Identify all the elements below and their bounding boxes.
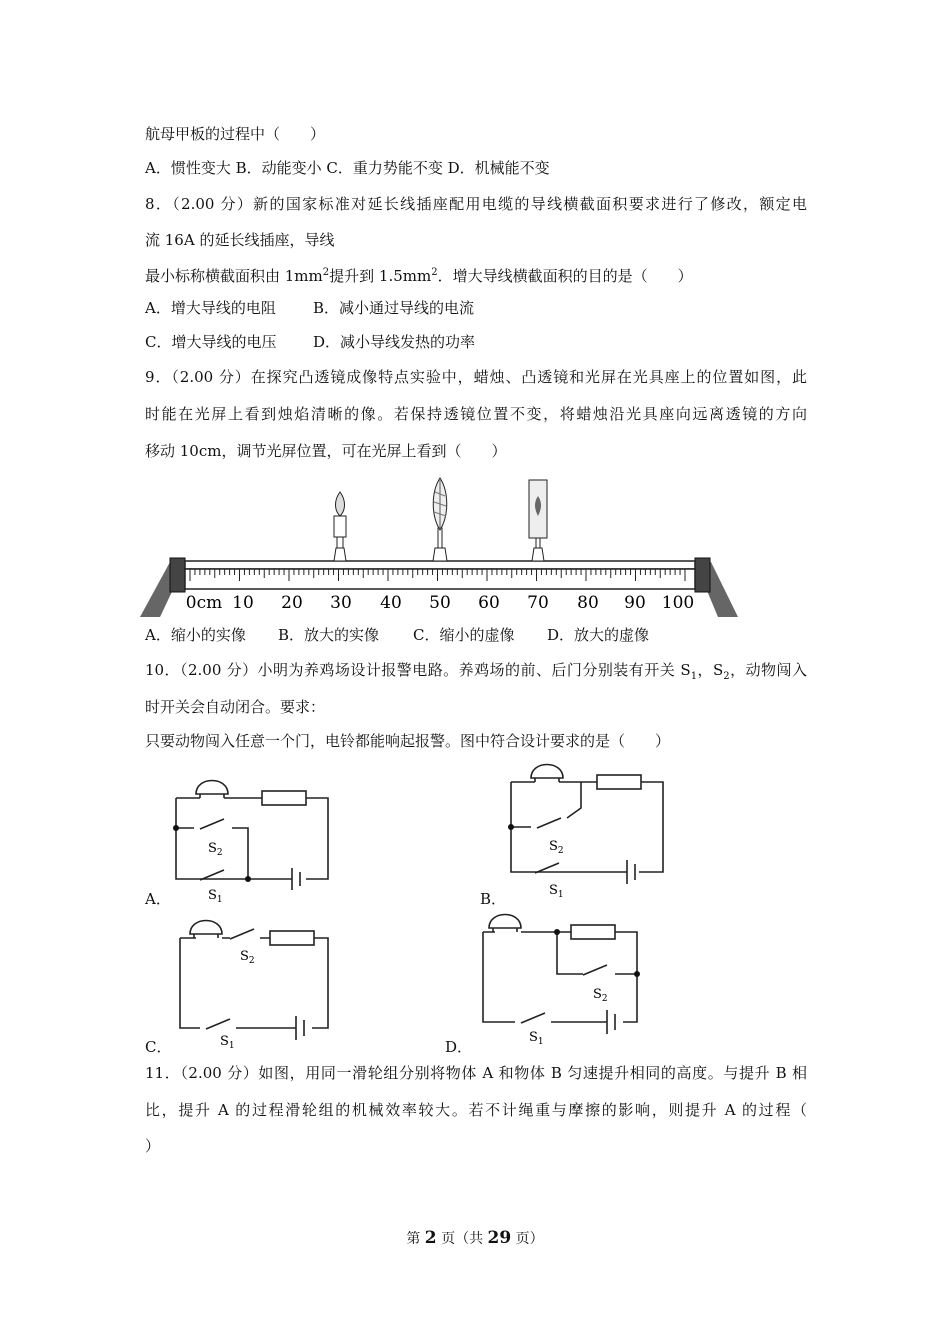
bench-scale	[185, 569, 695, 589]
q10-line3: 只要动物闯入任意一个门，电铃都能响起报警。图中符合设计要求的是（ ）	[145, 732, 671, 750]
s2-label: $S_2$	[549, 839, 564, 856]
q8-line1: 8．（2.00 分）新的国家标准对延长线插座配用电缆的导线横截面积要求进行了修改，额定电	[145, 195, 807, 213]
s1-label: $S_1$	[549, 883, 564, 898]
bench-label-40: 40	[380, 593, 402, 613]
circuit-a-label: A．	[145, 890, 171, 908]
s1-label: $S_1$	[529, 1030, 544, 1047]
q9-option-c: C．缩小的虚像	[413, 626, 515, 644]
q11-line3: ）	[145, 1137, 161, 1155]
circuit-d	[475, 906, 650, 1048]
q11-line2: 比，提升 A 的过程滑轮组的机械效率较大。若不计绳重与摩擦的影响，则提升 A 的过程（	[145, 1101, 807, 1119]
bench-rail-top	[185, 561, 695, 569]
resistor-icon	[270, 931, 314, 945]
candle	[334, 492, 346, 561]
circuit-b-label: B．	[480, 890, 507, 908]
bell-icon	[531, 765, 563, 783]
q8-line3: 最小标称横截面积由 $1mm^2$提升到 $1.5mm^2$．增大导线横截面积的目的是（ ）	[145, 267, 693, 285]
resistor-icon	[262, 791, 306, 805]
q8-options-row2	[145, 332, 475, 352]
bench-label-80: 80	[577, 593, 599, 613]
junction-dot	[173, 825, 179, 831]
junction-dot	[554, 929, 560, 935]
convex-lens	[433, 478, 447, 561]
right-block	[695, 558, 710, 592]
q9-options	[145, 625, 649, 645]
junction-dot	[508, 824, 514, 830]
page-number: 2	[424, 1228, 437, 1248]
q9-line2: 时能在光屏上看到烛焰清晰的像。若保持透镜位置不变，将蜡烛沿光具座向远离透镜的方向	[145, 405, 807, 423]
optical-bench-figure	[140, 472, 740, 622]
total-pages: 29	[487, 1228, 512, 1248]
q9-option-b: B．放大的实像	[278, 626, 380, 644]
q7-options: A．惯性变大 B．动能变小 C．重力势能不变 D．机械能不变	[145, 159, 550, 177]
circuit-c-label: C．	[145, 1038, 172, 1056]
circuit-b	[505, 756, 675, 898]
s1-label: $S_1$	[208, 888, 223, 904]
bench-label-70: 70	[527, 593, 549, 613]
junction-dot	[634, 971, 640, 977]
q9-option-d: D．放大的虚像	[547, 626, 650, 644]
s2-label: $S_2$	[240, 949, 255, 966]
bench-label-10: 10	[232, 593, 254, 613]
bench-label-50: 50	[429, 593, 451, 613]
q8-option-d: D．减小导线发热的功率	[313, 333, 476, 351]
resistor-icon	[571, 925, 615, 939]
bench-label-20: 20	[281, 593, 303, 613]
s2-label: $S_2$	[593, 987, 608, 1004]
q11-line1: 11．（2.00 分）如图，用同一滑轮组分别将物体 A 和物体 B 匀速提升相同的高度。与提升 B 相	[145, 1064, 807, 1082]
left-block	[170, 558, 185, 592]
circuit-c	[170, 912, 340, 1050]
bench-labels	[186, 593, 694, 613]
bell-icon	[489, 915, 521, 933]
q8-option-c: C．增大导线的电压	[145, 333, 277, 351]
q8-option-b: B．减小通过导线的电流	[313, 299, 475, 317]
q10-line1: 10．（2.00 分）小明为养鸡场设计报警电路。养鸡场的前、后门分别装有开关 $S_1$，$S_2$，动物闯入	[145, 661, 807, 682]
q8-options-row1	[145, 298, 474, 318]
bench-label-90: 90	[624, 593, 646, 613]
junction-dot	[245, 876, 251, 882]
s2-label: $S_2$	[208, 841, 223, 858]
bench-label-30: 30	[330, 593, 352, 613]
q8-option-a: A．增大导线的电阻	[145, 299, 276, 317]
light-screen	[529, 480, 547, 561]
circuit-d-label: D．	[445, 1038, 473, 1056]
bell-icon	[196, 781, 228, 799]
q10-line2: 时开关会自动闭合。要求：	[145, 698, 326, 716]
circuit-a	[170, 762, 340, 904]
q7-continuation: 航母甲板的过程中（ ）	[145, 125, 326, 143]
bench-label-0: 0cm	[185, 593, 223, 613]
q9-option-a: A．缩小的实像	[145, 626, 246, 644]
bench-label-60: 60	[478, 593, 500, 613]
q9-line1: 9．（2.00 分）在探究凸透镜成像特点实验中，蜡烛、凸透镜和光屏在光具座上的位置如图，此	[145, 368, 807, 386]
bell-icon	[190, 921, 222, 939]
q9-line3: 移动 10cm，调节光屏位置，可在光屏上看到（ ）	[145, 442, 507, 460]
s1-label: $S_1$	[220, 1034, 235, 1050]
page-footer: 第 2 页（共 29 页）	[406, 1228, 544, 1248]
bench-label-100: 100	[661, 593, 695, 613]
resistor-icon	[597, 775, 641, 789]
q8-line2: 流 16A 的延长线插座，导线	[145, 231, 335, 249]
